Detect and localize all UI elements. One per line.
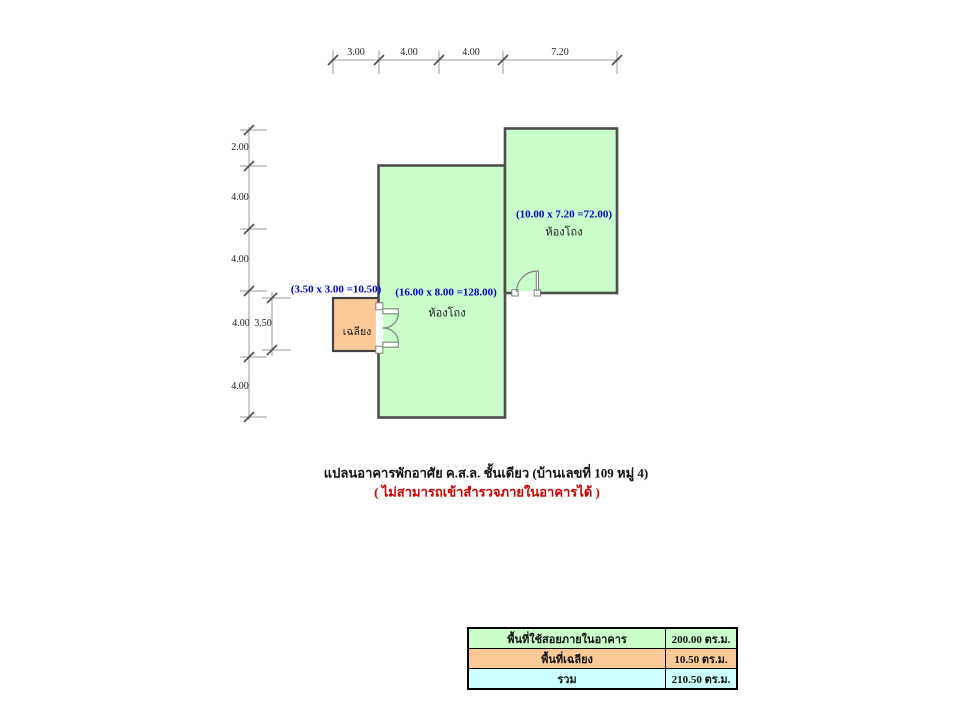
main-hall-name-label: ห้องโถง	[428, 307, 466, 320]
top-dim-label: 4.00	[462, 47, 480, 58]
top-dim-label: 3.00	[347, 47, 365, 58]
door-opening	[517, 291, 536, 295]
table-row-porch-area	[468, 649, 737, 669]
area-summary-table	[467, 627, 738, 690]
door-jamb	[376, 303, 383, 310]
left-dim-label: 4.00	[232, 318, 250, 329]
left-dim-label: 4.00	[231, 192, 249, 203]
left-dim-label: 2.00	[231, 142, 249, 153]
plan-caption-note: ( ไม่สามารถเข้าสำรวจภายในอาคารได้ )	[374, 484, 600, 500]
door-leaf	[383, 342, 399, 347]
area-row-label: รวม	[468, 669, 666, 690]
door-jamb	[512, 290, 518, 296]
porch-area-label: (3.50 x 3.00 =10.50)	[290, 283, 382, 296]
plan-caption: แปลนอาคารพักอาศัย ค.ส.ล. ชั้นเดียว (บ้านเลขที่ 109 หมู่ 4)	[323, 465, 649, 481]
door-jamb	[376, 346, 383, 353]
door-leaf	[536, 271, 538, 291]
door-leaf	[383, 309, 399, 314]
top-dim-label: 4.00	[400, 47, 418, 58]
area-row-value: 200.00 ตร.ม.	[666, 628, 738, 649]
left-dim-label: 4.00	[231, 254, 249, 265]
right-hall-area-label: (10.00 x 7.20 =72.00)	[515, 208, 613, 221]
table-row-building-area	[468, 628, 737, 649]
left-dimension-line	[240, 125, 267, 422]
door-opening	[376, 310, 383, 347]
porch-name-label: เฉลียง	[342, 326, 372, 338]
area-row-value: 210.50 ตร.ม.	[666, 669, 738, 690]
top-dim-label: 7.20	[551, 47, 569, 58]
left-dim-label: 4.00	[231, 381, 249, 392]
table-row-total-area	[468, 669, 737, 690]
right-hall-name-label: ห้องโถง	[545, 226, 583, 239]
main-hall-area-label: (16.00 x 8.00 =128.00)	[395, 286, 497, 299]
area-row-label: พื้นที่เฉลียง	[468, 649, 666, 669]
area-row-value: 10.50 ตร.ม.	[666, 649, 738, 669]
porch-room	[333, 298, 381, 351]
area-row-label: พื้นที่ใช้สอยภายในอาคาร	[468, 628, 666, 649]
porch-height-dim-label: 3.50	[254, 318, 272, 329]
